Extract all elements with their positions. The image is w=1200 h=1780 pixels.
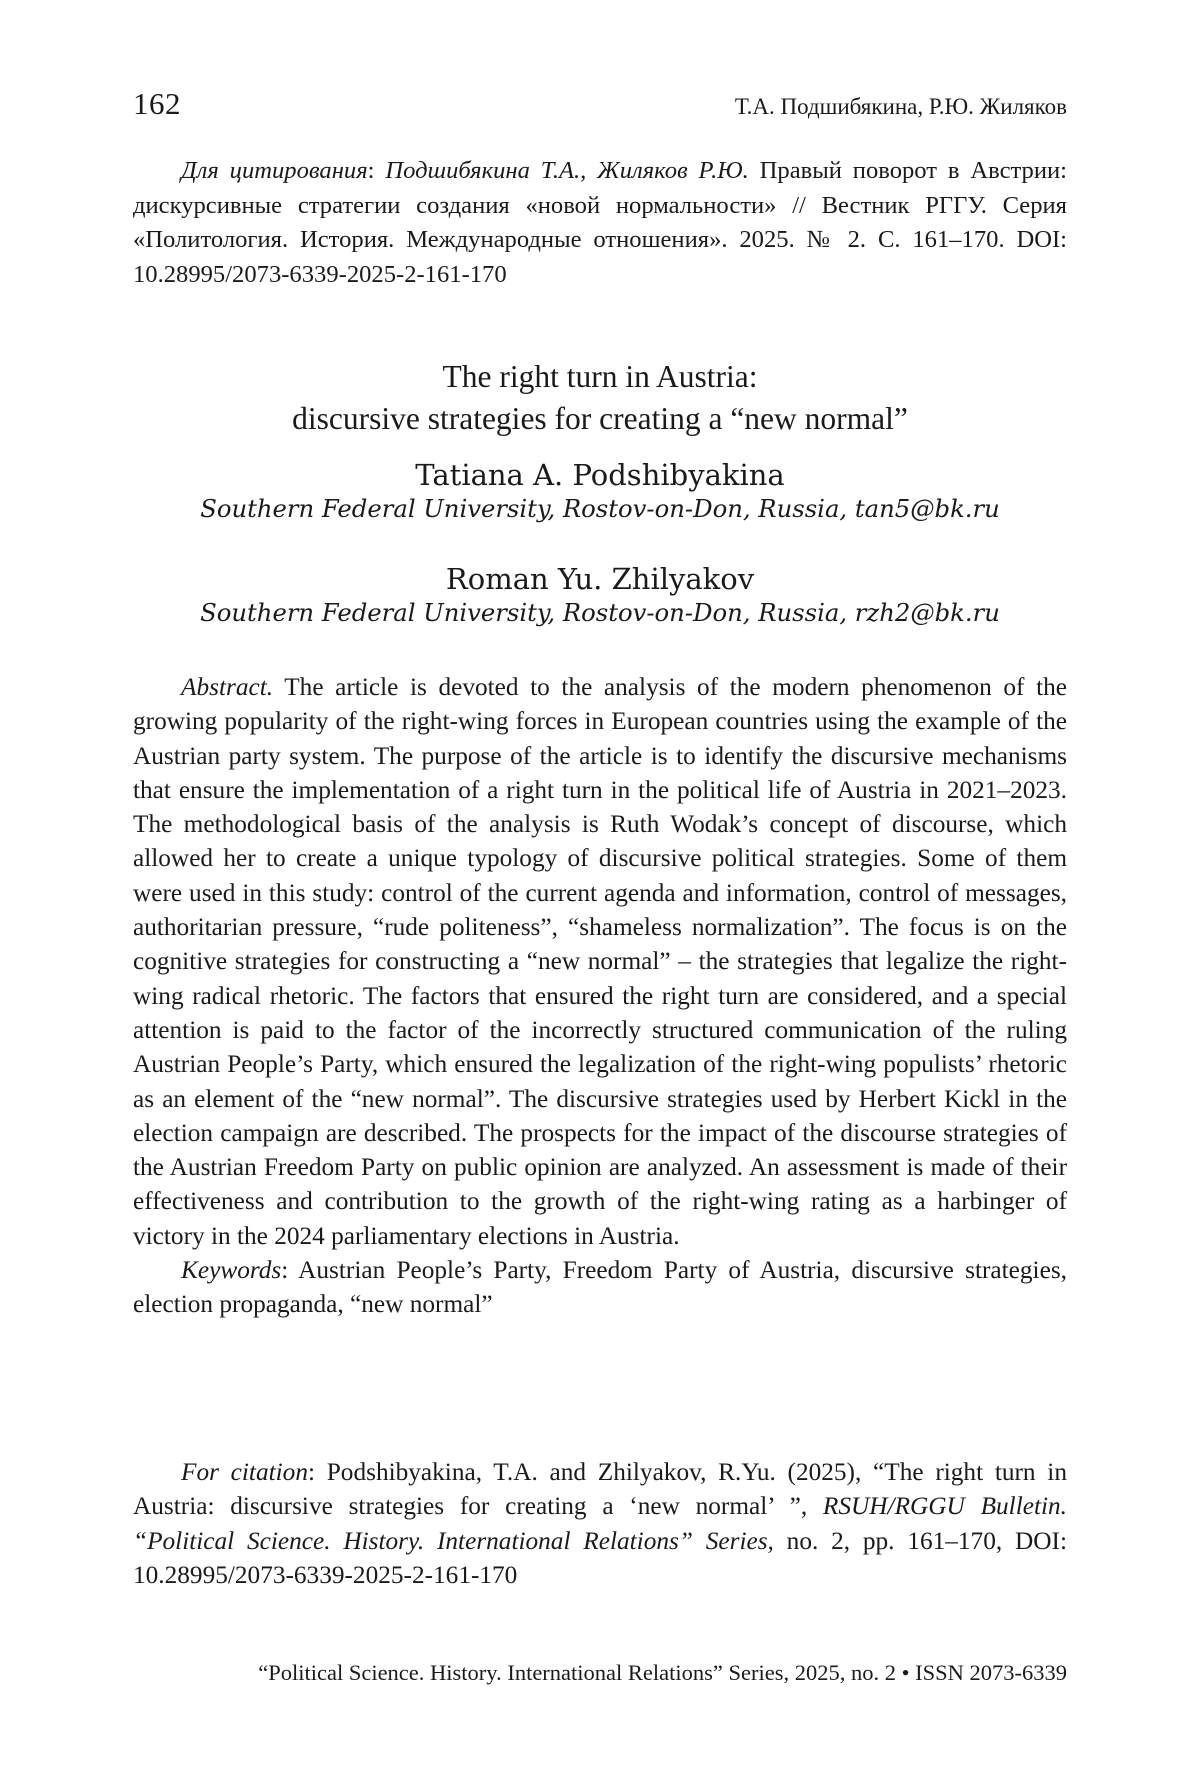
article-title-block <box>133 356 1067 440</box>
running-footer: “Political Science. History. International Relations” Series, 2025, no. 2 • ISSN 2073-6339 <box>258 1660 1067 1685</box>
citation-russian-colon: : <box>367 157 375 184</box>
citation-english-label: For citation <box>181 1458 308 1486</box>
abstract-text: The article is devoted to the analysis of the modern phenomenon of the growing popularity of the right-wing forces in European countries using the example of the Austrian party system. The purpose of the article is to identify the discursive mechanisms that ensure the implementation of a right turn in the political life of Austria in 2021–2023. The methodological basis of the analysis is Ruth Wodak’s concept of discourse, which allowed her to create a unique typology of discursive political strategies. Some of them were used in this study: control of the current agenda and information, control of messages, authoritarian pressure, “rude politeness”, “shameless normalization”. The focus is on the cognitive strategies for constructing a “new normal” – the strategies that legalize the right-wing radical rhetoric. The factors that ensured the right turn are considered, and a special attention is paid to the factor of the incorrectly structured communication of the ruling Austrian People’s Party, which ensured the legalization of the right-wing populists’ rhetoric as an element of the “new normal”. The discursive strategies used by Herbert Kickl in the election campaign are described. The prospects for the impact of the discourse strategies of the Austrian Freedom Party on public opinion are analyzed. An assessment is made of their effectiveness and contribution to the growth of the right-wing rating as a harbinger of victory in the 2024 parliamentary elections in Austria. <box>133 673 1067 1250</box>
author-affiliation: Southern Federal University, Rostov-on-Don, Russia, tan5@bk.ru <box>200 494 1000 523</box>
keywords-text: Austrian People’s Party, Freedom Party of Austria, discursive strategies, election propaganda, “new normal” <box>133 1256 1067 1319</box>
author-block <box>133 457 1067 525</box>
abstract-label: Abstract. <box>181 673 274 701</box>
citation-english-text-2: no. 2, pp. 161–170, DOI: 10.28995/2073-6339-2025-2-161-170 <box>133 1526 1067 1589</box>
citation-russian-label: Для цитирования <box>181 157 368 184</box>
article-title <box>133 356 1067 440</box>
citation-russian-authors: Подшибякина Т.А., Жиляков Р.Ю. <box>385 157 749 184</box>
article-title-line-2: discursive strategies for creating a “new normal” <box>292 401 908 436</box>
citation-english-colon: : <box>307 1458 315 1486</box>
keywords-paragraph <box>133 1253 1067 1322</box>
citation-english-text-1: Podshibyakina, T.A. and Zhilyakov, R.Yu. (2025), “The right turn in Austria: discursive strategies for creating a ‘new normal’ ”, <box>133 1458 1067 1521</box>
author-block <box>133 561 1067 629</box>
keywords-colon: : <box>281 1256 289 1285</box>
author-name: Roman Yu. Zhilyakov <box>445 562 755 596</box>
keywords-label: Keywords <box>181 1256 282 1285</box>
citation-russian <box>133 154 1067 292</box>
citation-russian-text: Правый поворот в Австрии: дискурсивные стратегии создания «новой нормальности» // Вестник РГГУ. Серия «Политология. История. Международные отношения». 2025. № 2. С. 161–170. DOI: 10.28995/2073-6339-2025-2-161-170 <box>133 157 1067 288</box>
author-affiliation: Southern Federal University, Rostov-on-Don, Russia, rzh2@bk.ru <box>200 598 1000 627</box>
running-header <box>133 86 1067 122</box>
article-title-line-1: The right turn in Austria: <box>442 359 758 394</box>
abstract-paragraph <box>133 670 1067 1253</box>
abstract-section <box>133 670 1067 1322</box>
author-name: Tatiana A. Podshibyakina <box>415 458 785 492</box>
page-number: 162 <box>133 86 181 121</box>
citation-english <box>133 1455 1067 1592</box>
citation-english-journal: RSUH/RGGU Bulletin. “Political Science. History. International Relations” Series, <box>133 1492 1067 1555</box>
running-header-authors: Т.А. Подшибякина, Р.Ю. Жиляков <box>734 94 1067 119</box>
